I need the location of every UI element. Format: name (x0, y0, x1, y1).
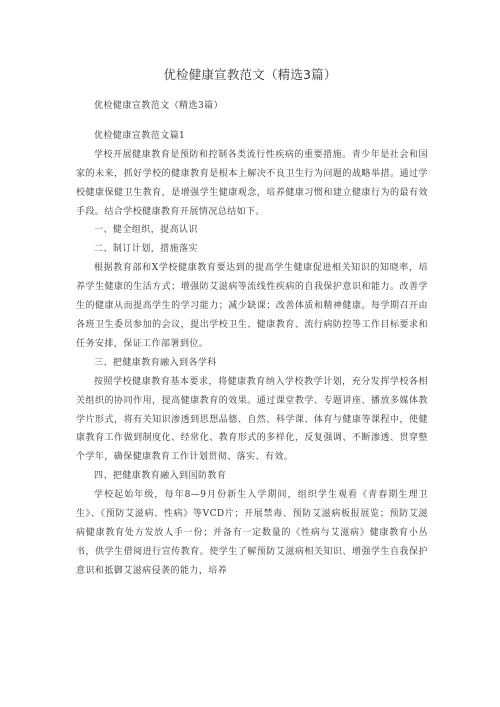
subtitle: 优检健康宣教范文（精选3篇） (94, 101, 224, 111)
paragraph-subjects: 按照学校健康教育基本要求，将健康教育纳入学校教学计划，充分发挥学校各相关组织的协同作用，提高健康教育的效果。通过课堂教学、专题讲座、播放多媒体教学片形式，将有关知识渗透到思想品德、自然、科学课、体育与健康等课程中，使健康教育工作做到制度化、经常化、教育形式的多样化，反复强调、不断渗透、贯穿整个学年，确保健康教育工作计划贯彻、落实、有效。 (76, 376, 428, 463)
heading-3: 三、把健康教育融入到各学科 (94, 357, 217, 368)
paragraph-intro: 学校开展健康教育是预防和控制各类流行性疾病的重要措施。青少年是社会和国家的未来，抓好学校的健康教育是根本上解决不良卫生行为问题的战略举措。通过学校健康保健卫生教育，是增强学生健康观念，培养健康习惯和建立健康行为的最有效手段。结合学校健康教育开展情况总结如下。 (76, 149, 428, 217)
heading-4: 四、把健康教育融入到国防教育 (94, 471, 227, 482)
paragraph-plan: 根据教育部和X学校健康教育要达到的提高学生健康促进相关知识的知晓率，培养学生健康的生活方式；增强防艾滋病等流线性疾病的自我保护意识和能力。改善学生的健康从而提高学生的学习能力；减少缺课；改善体质和精神健康。每学期召开由各班卫生委员参加的会议，提出学校卫生、健康教育、流行病防控等工作目标要求和任务安排，保证工作部署到位。 (76, 263, 428, 349)
document-title: 优检健康宣教范文（精选3篇） (163, 67, 337, 82)
heading-2: 二、制订计划，措施落实 (94, 244, 198, 255)
heading-1: 一、健全组织，提高认识 (94, 225, 198, 236)
document-body (76, 97, 428, 581)
section-heading: 优检健康宣教范文篇1 (94, 130, 186, 141)
paragraph-defense: 学校起始年级，每年8—9月份新生入学期间，组织学生观看《青春期生理卫生》、《预防艾滋病、性病》等VCD片；开展禁毒、预防艾滋病板报展览；预防艾滋病健康教育处方发放人手一份；并备有一定数量的《性病与艾滋病》健康教育小丛书，供学生借阅进行宣传教育。使学生了解预防艾滋病相关知识、增强学生自我保护意识和抵御艾滋病侵袭的能力，培养 (76, 490, 428, 576)
